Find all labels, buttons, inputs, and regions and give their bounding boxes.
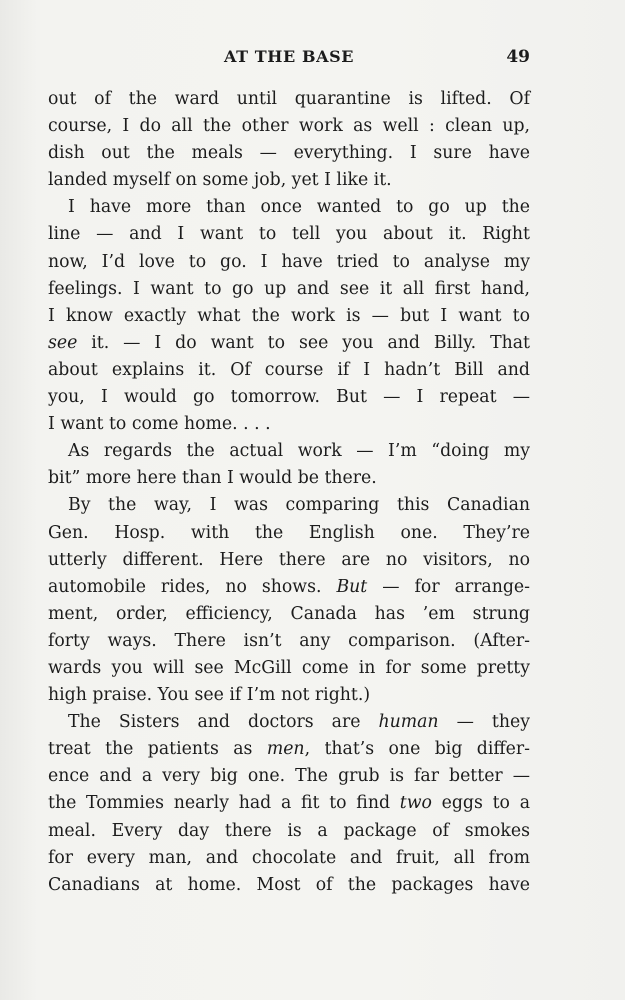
text-line: landed myself on some job, yet I like it. xyxy=(48,170,392,191)
text-line: line — and I want to tell you about it. Right xyxy=(48,224,530,245)
text-line: course, I do all the other work as well : clean up, xyxy=(48,116,530,137)
text-line: about explains it. Of course if I hadn’t Bill and xyxy=(48,359,530,380)
body-text xyxy=(48,86,530,899)
paragraph-start-line: I have more than once wanted to go up the xyxy=(68,197,530,218)
text-line: now, I’d love to go. I have tried to analyse my xyxy=(48,251,530,272)
text-line: for every man, and chocolate and fruit, all from xyxy=(48,847,530,868)
text-line: wards you will see McGill come in for some pretty xyxy=(48,657,530,678)
page-number: 49 xyxy=(506,47,530,67)
text-line: Gen. Hosp. with the English one. They’re xyxy=(48,522,530,543)
text-line: automobile rides, no shows. But — for arrange- xyxy=(48,576,530,597)
emphasis-text: But xyxy=(336,576,368,597)
emphasis-text: human xyxy=(378,712,439,733)
text-line: ence and a very big one. The grub is far better — xyxy=(48,766,530,787)
emphasis-text: see xyxy=(48,332,78,353)
text-line: I know exactly what the work is — but I want to xyxy=(48,305,530,326)
text-line: out of the ward until quarantine is lifted. Of xyxy=(48,89,530,109)
running-head: AT THE BASE xyxy=(223,47,355,66)
text-line: meal. Every day there is a package of smokes xyxy=(48,820,530,841)
emphasis-text: men xyxy=(266,739,305,760)
text-line: bit” more here than I would be there. xyxy=(48,468,377,489)
paragraph-start-line: By the way, I was comparing this Canadian xyxy=(68,495,530,516)
text-line: utterly different. Here there are no visitors, no xyxy=(48,549,530,570)
text-line: dish out the meals — everything. I sure have xyxy=(48,143,530,164)
text-line: see it. — I do want to see you and Billy. That xyxy=(48,332,530,353)
paragraph-start-line: As regards the actual work — I’m “doing my xyxy=(68,441,530,462)
text-line: ment, order, efficiency, Canada has ’em strung xyxy=(48,603,530,624)
text-line: high praise. You see if I’m not right.) xyxy=(48,685,371,706)
page-header xyxy=(48,47,530,71)
paragraph-start-line: The Sisters and doctors are human — they xyxy=(68,712,530,733)
text-line: you, I would go tomorrow. But — I repeat — xyxy=(48,387,530,408)
text-line: treat the patients as men, that’s one big differ- xyxy=(48,739,530,760)
text-line: Canadians at home. Most of the packages have xyxy=(48,874,530,895)
text-line: forty ways. There isn’t any comparison. (After- xyxy=(48,630,530,651)
text-line: I want to come home. . . . xyxy=(48,414,271,435)
emphasis-text: two xyxy=(399,793,432,814)
text-line: the Tommies nearly had a fit to find two eggs to a xyxy=(48,793,530,814)
text-line: feelings. I want to go up and see it all first hand, xyxy=(48,278,530,299)
